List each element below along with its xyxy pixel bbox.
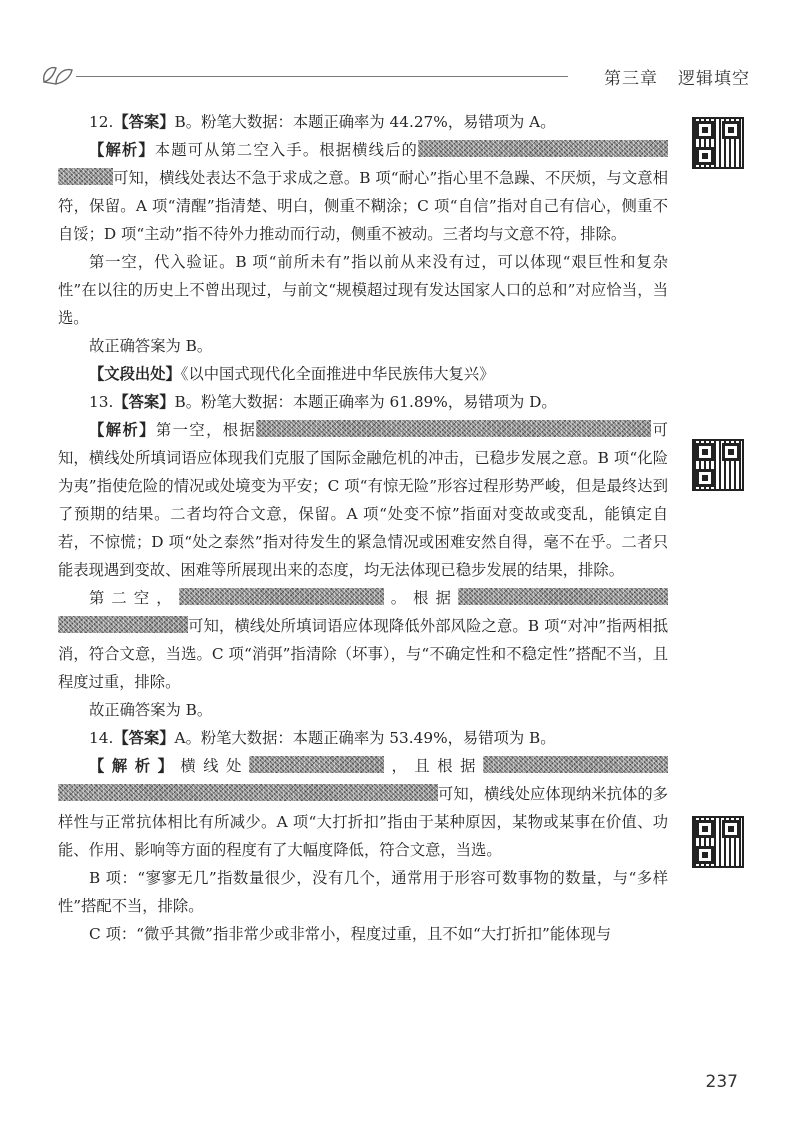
q13-p2-c: 可知，横线处所填词语应体现降低外部风险之意。B 项“对冲”指两相抵消，符合文意，当选。C 项“消弭”指清除（坏事），与“不确定性和不稳定性”搭配不当，且程度过重，排除。 — [58, 617, 668, 691]
q13-analysis-tag: 【解析】 — [89, 421, 156, 439]
q13-p2-a: 第二空， — [89, 589, 179, 607]
leaf-icon — [40, 60, 76, 88]
header-rule — [76, 76, 568, 77]
redacted-text — [58, 784, 438, 801]
q14-analysis-b: ，且根据 — [384, 757, 483, 775]
redacted-text — [418, 140, 668, 157]
q12-answer-tag: 【答案】 — [113, 113, 175, 131]
q14-number: 14. — [89, 729, 114, 747]
page-content — [58, 108, 668, 948]
q14-option-b — [58, 864, 668, 920]
q12-analysis-a: 本题可从第二空入手。根据横线后的 — [154, 141, 418, 159]
redacted-text — [483, 756, 668, 773]
chapter-title — [604, 64, 750, 89]
q14-option-c-text: C 项：“微乎其微”指非常少或非常小，程度过重，且不如“大打折扣”能体现与 — [89, 925, 612, 943]
q13-answer-tag: 【答案】 — [113, 393, 175, 411]
q12-source-tag: 【文段出处】 — [89, 365, 181, 383]
chapter-label: 第三章 — [604, 69, 658, 89]
q14-analysis-a: 横线处 — [180, 757, 249, 775]
q12-source — [58, 360, 668, 388]
page-number: 237 — [705, 1072, 738, 1092]
q12-analysis-b: 可知，横线处表达不急于求成之意。B 项“耐心”指心里不急躁、不厌烦，与文意相符，保留。A 项“清醒”指清楚、明白，侧重不糊涂；C 项“自信”指对自己有信心，侧重不自馁；D 项“主动”指不待外力推动而行动，侧重不被动。三者均与文意不符，排除。 — [58, 169, 668, 243]
q13-answer — [58, 388, 668, 416]
q12-conclusion — [58, 332, 668, 360]
q14-answer-text: A。粉笔大数据：本题正确率为 53.49%，易错项为 B。 — [174, 729, 556, 747]
q13-paragraph-2 — [58, 584, 668, 696]
q13-conclusion — [58, 696, 668, 724]
q12-analysis-tag: 【解析】 — [89, 141, 155, 159]
q12-analysis — [58, 136, 668, 248]
redacted-text — [458, 588, 668, 605]
q14-analysis — [58, 752, 668, 864]
q13-number: 13. — [89, 393, 114, 411]
q12-answer-text: B。粉笔大数据：本题正确率为 44.27%，易错项为 A。 — [174, 113, 556, 131]
q14-option-b-text: B 项：“寥寥无几”指数量很少，没有几个，通常用于形容可数事物的数量，与“多样性”搭配不当，排除。 — [58, 869, 668, 915]
q13-analysis-b: 可知，横线处所填词语应体现我们克服了国际金融危机的冲击，已稳步发展之意。B 项“化险为夷”指使危险的情况或处境变为平安；C 项“有惊无险”形容过程形势严峻，但是最终达到了预期的结果。二者均符合文意，保留。A 项“处变不惊”指面对变故或变乱，能镇定自若，不惊慌；D 项“处之泰然”指对待发生的紧急情况或困难安然自得，毫不在乎。二者只能表现遇到变故、困难等所展现出来的态度，均无法体现已稳步发展的结果，排除。 — [58, 421, 668, 579]
q12-conclusion-text: 故正确答案为 B。 — [89, 337, 213, 355]
q12-source-text: 《以中国式现代化全面推进中华民族伟大复兴》 — [180, 365, 495, 383]
redacted-text — [179, 588, 384, 605]
q14-analysis-c: 可知，横线处应体现纳米抗体的多样性与正常抗体相比有所减少。A 项“大打折扣”指由于某种原因，某物或某事在价值、功能、作用、影响等方面的程度有了大幅度降低，符合文意，当选。 — [58, 785, 668, 859]
redacted-text — [58, 616, 188, 633]
q12-answer — [58, 108, 668, 136]
page-header — [40, 58, 750, 90]
q13-analysis — [58, 416, 668, 584]
q12-number: 12. — [89, 113, 114, 131]
q12-paragraph-2 — [58, 248, 668, 332]
qr-code-13[interactable] — [692, 439, 744, 491]
qr-code-14[interactable] — [692, 816, 744, 868]
q12-paragraph-2-text: 第一空，代入验证。B 项“前所未有”指以前从来没有过，可以体现“艰巨性和复杂性”在以往的历史上不曾出现过，与前文“规模超过现有发达国家人口的总和”对应恰当，当选。 — [58, 253, 668, 327]
q14-option-c — [58, 920, 668, 948]
redacted-text — [256, 420, 651, 437]
q14-answer — [58, 724, 668, 752]
qr-code-12[interactable] — [692, 117, 744, 169]
q13-answer-text: B。粉笔大数据：本题正确率为 61.89%，易错项为 D。 — [174, 393, 557, 411]
q13-analysis-a: 第一空，根据 — [155, 421, 257, 439]
q13-p2-b: 。根据 — [383, 589, 458, 607]
section-label: 逻辑填空 — [678, 69, 750, 89]
q14-answer-tag: 【答案】 — [113, 729, 175, 747]
q13-conclusion-text: 故正确答案为 B。 — [89, 701, 213, 719]
redacted-text — [58, 168, 113, 185]
q14-analysis-tag: 【解析】 — [89, 757, 181, 775]
redacted-text — [249, 756, 384, 773]
